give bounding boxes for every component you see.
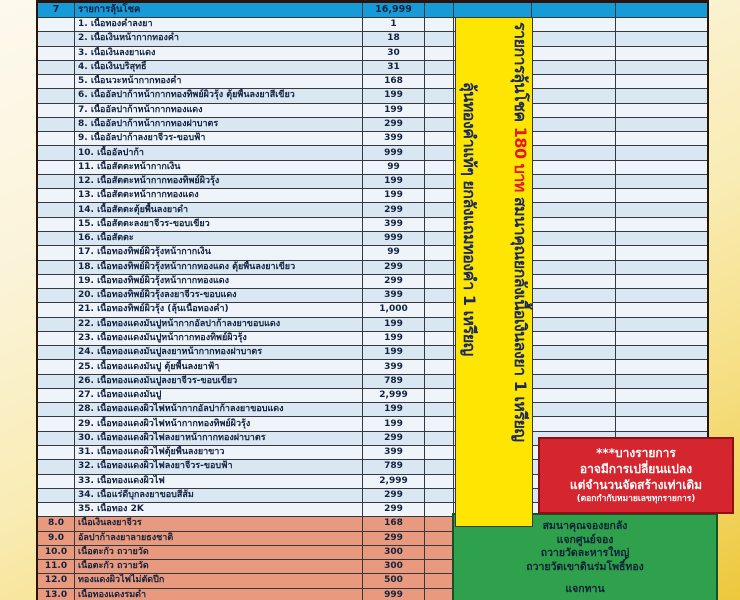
row-price-cell: 99 — [363, 246, 425, 259]
row-empty-cell — [425, 560, 454, 573]
row-price-cell: 299 — [363, 432, 425, 445]
red-note-line: แต่จำนวนจัดสร้างเท่าเดิม — [569, 478, 703, 493]
row-empty-cell — [616, 47, 707, 60]
row-empty-cell — [616, 275, 707, 288]
row-empty-cell — [425, 417, 454, 430]
row-empty-cell — [616, 232, 707, 245]
row-description-cell: 30. เนื้อทองแดงผิวไฟลงยาหน้ากากทองฝาบาตร — [75, 432, 363, 445]
row-number-cell: 13.0 — [38, 589, 75, 600]
table-row — [38, 403, 707, 417]
row-number-cell — [38, 275, 75, 288]
row-empty-cell — [425, 403, 454, 416]
row-number-cell — [38, 489, 75, 502]
row-empty-cell — [425, 360, 454, 373]
row-price-cell: 18 — [363, 32, 425, 45]
row-description-cell: 22. เนื้อทองแดงมันปูหน้ากากอัลปาก้าลงยาขอบแดง — [75, 318, 363, 331]
row-price-cell: 399 — [363, 446, 425, 459]
row-empty-cell — [616, 289, 707, 302]
row-empty-cell — [425, 303, 454, 316]
row-description-cell: 4. เนื้อเงินบริสุทธิ์ — [75, 61, 363, 74]
table-row — [38, 375, 707, 389]
row-empty-cell — [532, 32, 616, 45]
table-row — [38, 89, 707, 103]
row-empty-cell — [425, 189, 454, 202]
row-empty-cell — [532, 332, 616, 345]
row-number-cell — [38, 32, 75, 45]
row-empty-cell — [616, 161, 707, 174]
row-number-cell — [38, 189, 75, 202]
row-number-cell — [38, 104, 75, 117]
table-row — [38, 332, 707, 346]
row-empty-cell — [532, 261, 616, 274]
row-description-cell: 11. เนื้อสัตตะหน้ากากเงิน — [75, 161, 363, 174]
table-row — [38, 289, 707, 303]
row-description-cell: 6. เนื้ออัลปาก้าหน้ากากทองทิพย์ผิวรุ้ง ตุ้ยพื้นลงยาสีเขียว — [75, 89, 363, 102]
row-number-cell — [38, 75, 75, 88]
row-empty-cell — [532, 203, 616, 216]
row-description-cell: 17. เนื้อทองทิพย์ผิวรุ้งหน้ากากเงิน — [75, 246, 363, 259]
row-price-cell: 199 — [363, 175, 425, 188]
row-empty-cell — [425, 574, 454, 587]
row-empty-cell — [425, 89, 454, 102]
row-empty-cell — [425, 246, 454, 259]
row-number-cell — [38, 360, 75, 373]
row-description-cell: เนื้อทองแดงรมดำ — [75, 589, 363, 600]
row-price-cell: 199 — [363, 346, 425, 359]
row-empty-cell — [616, 403, 707, 416]
row-number-cell — [38, 417, 75, 430]
table-row — [38, 175, 707, 189]
row-empty-cell — [616, 318, 707, 331]
row-empty-cell — [532, 118, 616, 131]
promo-banner-text — [456, 18, 532, 526]
row-empty-cell — [616, 118, 707, 131]
row-description-cell: 28. เนื้อทองแดงผิวไฟหน้ากากอัลปาก้าลงยาขอบแดง — [75, 403, 363, 416]
row-description-cell: 33. เนื้อทองแดงผิวไฟ — [75, 475, 363, 488]
row-empty-cell — [532, 232, 616, 245]
row-description-cell: 18. เนื้อทองทิพย์ผิวรุ้งหน้ากากทองแดง ตุ้ยพื้นลงยาเขียว — [75, 261, 363, 274]
row-price-cell: 399 — [363, 289, 425, 302]
promo-line-2: ลุ้นทองคำแท้ๆ ยกลังแถมทองคำ 1 เหรียญ — [460, 82, 479, 356]
row-empty-cell — [532, 289, 616, 302]
table-row — [38, 146, 707, 160]
row-number-cell — [38, 332, 75, 345]
row-description-cell: 5. เนื้อนวะหน้ากากทองคำ — [75, 75, 363, 88]
row-description-cell: 15. เนื้อสัตตะลงยาจีวร-ขอบเขียว — [75, 218, 363, 231]
promo-line-1 — [507, 18, 532, 526]
table-row — [38, 303, 707, 317]
row-description-cell: 24. เนื้อทองแดงมันปูลงยาหน้ากากทองฝาบาตร — [75, 346, 363, 359]
row-price-cell: 199 — [363, 318, 425, 331]
table-row — [38, 346, 707, 360]
row-price-cell: 199 — [363, 332, 425, 345]
row-empty-cell — [532, 104, 616, 117]
row-price-cell: 399 — [363, 132, 425, 145]
row-empty-cell — [425, 175, 454, 188]
row-empty-cell — [616, 61, 707, 74]
row-empty-cell — [532, 403, 616, 416]
row-empty-cell — [616, 175, 707, 188]
row-empty-cell — [616, 417, 707, 430]
row-price-cell: 500 — [363, 574, 425, 587]
row-number-cell — [38, 375, 75, 388]
table-row — [38, 118, 707, 132]
row-number-cell: 8.0 — [38, 517, 75, 530]
row-empty-cell — [616, 146, 707, 159]
row-description-cell: เนื้อเงินลงยาจีวร — [75, 517, 363, 530]
row-price-cell: 168 — [363, 75, 425, 88]
row-price-cell: 399 — [363, 218, 425, 231]
row-empty-cell — [425, 261, 454, 274]
row-empty-cell — [532, 189, 616, 202]
row-price-cell: 199 — [363, 89, 425, 102]
row-empty-cell — [532, 375, 616, 388]
green-note-line: ถวายวัดเขาดินร่มโพธิ์ทอง — [526, 560, 644, 573]
row-price-cell: 1 — [363, 18, 425, 31]
table-row — [38, 132, 707, 146]
row-price-cell: 199 — [363, 189, 425, 202]
row-price-cell: 2,999 — [363, 475, 425, 488]
row-description-cell: 1. เนื้อทองคำลงยา — [75, 18, 363, 31]
row-description-cell: 25. เนื้อทองแดงมันปู ตุ้ยพื้นลงยาฟ้า — [75, 360, 363, 373]
red-note-box — [538, 437, 734, 514]
row-description-cell: 31. เนื้อทองแดงผิวไฟตุ้ยพื้นลงยาขาว — [75, 446, 363, 459]
red-note-line: ***บางรายการ — [596, 445, 676, 460]
row-empty-cell — [425, 132, 454, 145]
row-description-cell: 23. เนื้อทองแดงมันปูหน้ากากทองทิพย์ผิวรุ้ง — [75, 332, 363, 345]
row-empty-cell — [425, 346, 454, 359]
row-description-cell: 14. เนื้อสัตตะตุ้ยพื้นลงยาดำ — [75, 203, 363, 216]
table-row — [38, 203, 707, 217]
row-empty-cell — [425, 146, 454, 159]
red-note-line: (ตอกกำกับหมายเลขทุกรายการ) — [576, 494, 696, 505]
row-number-cell — [38, 303, 75, 316]
row-description-cell: 34. เนื้อแร่ดีบุกลงยาขอบสีส้ม — [75, 489, 363, 502]
row-number-cell — [38, 232, 75, 245]
row-price-cell: 999 — [363, 589, 425, 600]
row-empty-cell — [616, 389, 707, 402]
row-empty-cell — [425, 460, 454, 473]
row-empty-cell — [425, 289, 454, 302]
row-price-cell: 1,000 — [363, 303, 425, 316]
row-empty-cell — [425, 432, 454, 445]
green-note-line: แจกศูนย์จอง — [556, 533, 614, 546]
row-number-cell — [38, 218, 75, 231]
row-empty-cell — [616, 189, 707, 202]
row-price-cell: 999 — [363, 146, 425, 159]
row-empty-cell — [532, 389, 616, 402]
table-row — [38, 218, 707, 232]
row-price-cell: 31 — [363, 61, 425, 74]
row-price-cell: 399 — [363, 360, 425, 373]
row-price-cell: 789 — [363, 375, 425, 388]
header-empty-cell — [454, 3, 532, 17]
row-price-cell: 299 — [363, 503, 425, 516]
row-empty-cell — [616, 32, 707, 45]
row-empty-cell — [425, 218, 454, 231]
row-number-cell — [38, 403, 75, 416]
row-empty-cell — [616, 346, 707, 359]
row-description-cell: 8. เนื้ออัลปาก้าหน้ากากทองฝาบาตร — [75, 118, 363, 131]
row-number-cell: 10.0 — [38, 546, 75, 559]
row-price-cell: 30 — [363, 47, 425, 60]
table-header-row — [38, 3, 707, 18]
table-row — [38, 360, 707, 374]
row-description-cell: 7. เนื้ออัลปาก้าหน้ากากทองแดง — [75, 104, 363, 117]
row-number-cell — [38, 389, 75, 402]
row-empty-cell — [616, 360, 707, 373]
row-price-cell: 199 — [363, 403, 425, 416]
row-empty-cell — [425, 475, 454, 488]
row-empty-cell — [425, 18, 454, 31]
row-empty-cell — [425, 32, 454, 45]
row-description-cell: 9. เนื้ออัลปาก้าลงยาจีวร-ขอบฟ้า — [75, 132, 363, 145]
row-empty-cell — [425, 275, 454, 288]
red-note-line: อาจมีการเปลี่ยนแปลง — [579, 462, 693, 477]
row-number-cell — [38, 18, 75, 31]
row-number-cell — [38, 460, 75, 473]
row-number-cell — [38, 446, 75, 459]
row-description-cell: 3. เนื้อเงินลงยาแดง — [75, 47, 363, 60]
row-description-cell: เนื้อตะกั่ว ถวายวัด — [75, 560, 363, 573]
row-empty-cell — [616, 303, 707, 316]
row-empty-cell — [532, 175, 616, 188]
row-number-cell — [38, 203, 75, 216]
row-number-cell — [38, 261, 75, 274]
row-empty-cell — [616, 203, 707, 216]
table-row — [38, 61, 707, 75]
row-number-cell — [38, 118, 75, 131]
row-empty-cell — [425, 118, 454, 131]
row-empty-cell — [532, 303, 616, 316]
row-empty-cell — [616, 89, 707, 102]
table-row — [38, 275, 707, 289]
row-empty-cell — [425, 503, 454, 516]
row-price-cell: 299 — [363, 275, 425, 288]
row-empty-cell — [616, 261, 707, 274]
table-row — [38, 47, 707, 61]
row-number-cell — [38, 89, 75, 102]
row-empty-cell — [532, 360, 616, 373]
row-empty-cell — [532, 318, 616, 331]
row-empty-cell — [425, 446, 454, 459]
row-empty-cell — [425, 203, 454, 216]
row-description-cell: 2. เนื้อเงินหน้ากากทองคำ — [75, 32, 363, 45]
table-row — [38, 18, 707, 32]
row-number-cell — [38, 475, 75, 488]
row-number-cell — [38, 346, 75, 359]
row-empty-cell — [616, 75, 707, 88]
green-note-line: สมนาคุณจองยกลัง — [542, 520, 628, 532]
green-note-line: ถวายวัดละหารใหญ่ — [540, 547, 630, 560]
table-row — [38, 232, 707, 246]
row-description-cell: 13. เนื้อสัตตะหน้ากากทองแดง — [75, 189, 363, 202]
header-empty-cell — [616, 3, 707, 17]
row-description-cell: 12. เนื้อสัตตะหน้ากากทองทิพย์ผิวรุ้ง — [75, 175, 363, 188]
row-price-cell: 2,999 — [363, 389, 425, 402]
row-empty-cell — [425, 375, 454, 388]
row-price-cell: 299 — [363, 489, 425, 502]
row-description-cell: 19. เนื้อทองทิพย์ผิวรุ้งหน้ากากทองแดง — [75, 275, 363, 288]
row-empty-cell — [532, 146, 616, 159]
row-empty-cell — [425, 318, 454, 331]
table-row — [38, 32, 707, 46]
row-price-cell: 168 — [363, 517, 425, 530]
row-price-cell: 999 — [363, 232, 425, 245]
row-price-cell: 199 — [363, 417, 425, 430]
row-description-cell: 26. เนื้อทองแดงมันปูลงยาจีวร-ขอบเขียว — [75, 375, 363, 388]
row-number-cell — [38, 132, 75, 145]
row-description-cell: 10. เนื้ออัลปาก้า — [75, 146, 363, 159]
row-price-cell: 300 — [363, 560, 425, 573]
row-empty-cell — [425, 161, 454, 174]
row-price-cell: 99 — [363, 161, 425, 174]
header-empty-cell — [425, 3, 454, 17]
header-empty-cell — [532, 3, 616, 17]
row-number-cell — [38, 318, 75, 331]
row-description-cell: 16. เนื้อสัตตะ — [75, 232, 363, 245]
table-row — [38, 318, 707, 332]
row-price-cell: 299 — [363, 532, 425, 545]
table-row — [38, 261, 707, 275]
row-empty-cell — [425, 489, 454, 502]
row-empty-cell — [425, 75, 454, 88]
row-empty-cell — [616, 18, 707, 31]
row-empty-cell — [425, 61, 454, 74]
row-number-cell — [38, 289, 75, 302]
row-empty-cell — [616, 218, 707, 231]
row-empty-cell — [616, 132, 707, 145]
promo-line1-post: สมนาคุณยกลังเนื้อเงินลงยา 1 เหรียญ — [511, 191, 530, 442]
row-price-cell: 199 — [363, 104, 425, 117]
row-empty-cell — [425, 332, 454, 345]
row-empty-cell — [425, 232, 454, 245]
row-empty-cell — [425, 546, 454, 559]
promo-line1-pre: รายการลุ้นโชค — [511, 22, 530, 127]
row-description-cell: อัลปาก้าลงยาลายธงชาติ — [75, 532, 363, 545]
row-empty-cell — [532, 417, 616, 430]
row-empty-cell — [425, 589, 454, 600]
row-description-cell: 21. เนื้อทองทิพย์ผิวรุ้ง (ลุ้นเนื้อทองคำ) — [75, 303, 363, 316]
row-number-cell — [38, 61, 75, 74]
row-empty-cell — [616, 375, 707, 388]
row-number-cell — [38, 175, 75, 188]
table-row — [38, 75, 707, 89]
table-row — [38, 246, 707, 260]
row-empty-cell — [616, 104, 707, 117]
row-empty-cell — [532, 161, 616, 174]
row-empty-cell — [532, 246, 616, 259]
row-description-cell: ทองแดงผิวไฟไม่ตัดปีก — [75, 574, 363, 587]
row-empty-cell — [425, 104, 454, 117]
row-empty-cell — [532, 61, 616, 74]
row-price-cell: 300 — [363, 546, 425, 559]
header-title-cell: รายการลุ้นโชค — [75, 3, 363, 17]
row-description-cell: 32. เนื้อทองแดงผิวไฟลงยาจีวร-ขอบฟ้า — [75, 460, 363, 473]
row-empty-cell — [532, 18, 616, 31]
header-number-cell: 7 — [38, 3, 75, 17]
row-number-cell — [38, 47, 75, 60]
row-empty-cell — [532, 132, 616, 145]
row-description-cell: 20. เนื้อทองทิพย์ผิวรุ้งลงยาจีวร-ขอบแดง — [75, 289, 363, 302]
green-note-line: แจกทาน — [565, 582, 605, 595]
table-row — [38, 104, 707, 118]
table-row — [38, 161, 707, 175]
row-empty-cell — [425, 532, 454, 545]
row-description-cell: เนื้อตะกั่ว ถวายวัด — [75, 546, 363, 559]
row-price-cell: 299 — [363, 203, 425, 216]
row-empty-cell — [532, 47, 616, 60]
row-number-cell — [38, 146, 75, 159]
row-empty-cell — [425, 517, 454, 530]
row-number-cell: 11.0 — [38, 560, 75, 573]
row-empty-cell — [532, 346, 616, 359]
row-empty-cell — [425, 47, 454, 60]
row-empty-cell — [616, 332, 707, 345]
row-empty-cell — [532, 75, 616, 88]
row-number-cell — [38, 503, 75, 516]
row-price-cell: 299 — [363, 118, 425, 131]
row-number-cell — [38, 432, 75, 445]
row-price-cell: 299 — [363, 261, 425, 274]
table-row — [38, 389, 707, 403]
row-empty-cell — [532, 275, 616, 288]
row-number-cell: 12.0 — [38, 574, 75, 587]
row-empty-cell — [616, 246, 707, 259]
row-description-cell: 29. เนื้อทองแดงผิวไฟหน้ากากทองทิพย์ผิวรุ้ง — [75, 417, 363, 430]
promo-line1-price: 180 บาท — [511, 126, 530, 192]
row-number-cell — [38, 161, 75, 174]
row-number-cell — [38, 246, 75, 259]
row-description-cell: 27. เนื้อทองแดงมันปู — [75, 389, 363, 402]
row-empty-cell — [532, 89, 616, 102]
header-total-cell: 16,999 — [363, 3, 425, 17]
table-row — [38, 417, 707, 431]
row-price-cell: 789 — [363, 460, 425, 473]
row-description-cell: 35. เนื้อทอง 2K — [75, 503, 363, 516]
table-row — [38, 189, 707, 203]
row-empty-cell — [532, 218, 616, 231]
row-number-cell: 9.0 — [38, 532, 75, 545]
row-empty-cell — [425, 389, 454, 402]
